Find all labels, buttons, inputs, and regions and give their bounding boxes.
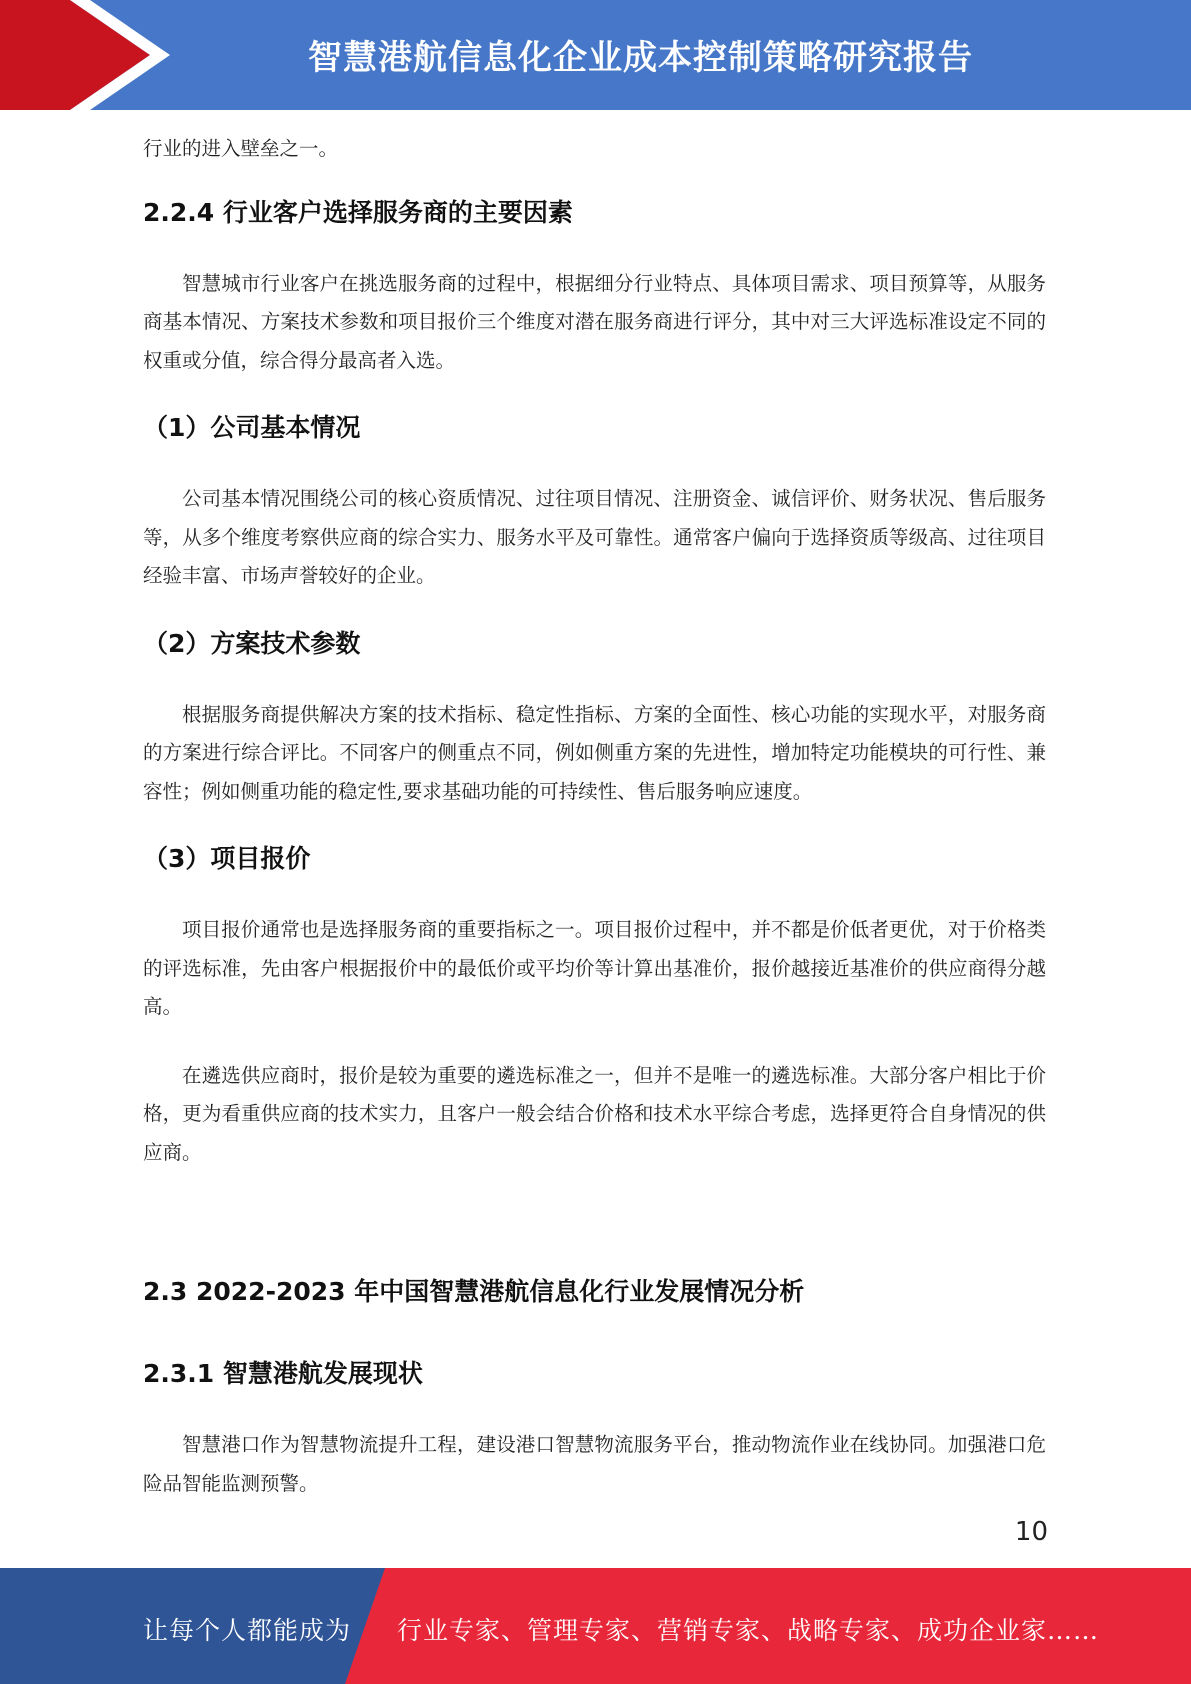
paragraph: 智慧港口作为智慧物流提升工程，建设港口智慧物流服务平台，推动物流作业在线协同。加强港口危险品智能监测预警。 xyxy=(143,1433,1046,1495)
page-footer xyxy=(0,1568,1191,1684)
section-heading-2-3-1: 2.3.1 智慧港航发展现状 xyxy=(143,1359,423,1388)
subheading-company-basics: （1）公司基本情况 xyxy=(143,413,361,442)
footer-slogan-right: 行业专家、管理专家、营销专家、战略专家、成功企业家…… xyxy=(397,1616,1100,1645)
paragraph: 根据服务商提供解决方案的技术指标、稳定性指标、方案的全面性、核心功能的实现水平，对服务商的方案进行综合评比。不同客户的侧重点不同，例如侧重方案的先进性，增加特定功能模块的可行性、兼容性；例如侧重功能的稳定性,要求基础功能的可持续性、售后服务响应速度。 xyxy=(143,702,1046,803)
paragraph: 项目报价通常也是选择服务商的重要指标之一。项目报价过程中，并不都是价低者更优，对于价格类的评选标准，先由客户根据报价中的最低价或平均价等计算出基准价，报价越接近基准价的供应商得分越高。 xyxy=(143,918,1046,1018)
page-header xyxy=(0,0,1191,110)
subheading-technical-parameters: （2）方案技术参数 xyxy=(143,628,361,658)
page-content xyxy=(143,130,1046,1503)
page-number: 10 xyxy=(1014,1517,1048,1547)
paragraph: 智慧城市行业客户在挑选服务商的过程中，根据细分行业特点、具体项目需求、项目预算等，从服务商基本情况、方案技术参数和项目报价三个维度对潜在服务商进行评分，其中对三大评选标准设定不同的权重或分值，综合得分最高者入选。 xyxy=(143,271,1046,372)
section-heading-2-3: 2.3 2022-2023 年中国智慧港航信息化行业发展情况分析 xyxy=(143,1277,805,1306)
footer-slogan-left: 让每个人都能成为 xyxy=(143,1616,352,1645)
paragraph: 行业的进入壁垒之一。 xyxy=(143,137,339,160)
subheading-project-quote: （3）项目报价 xyxy=(143,844,311,873)
report-title: 智慧港航信息化企业成本控制策略研究报告 xyxy=(308,38,973,78)
section-heading-2-2-4: 2.2.4 行业客户选择服务商的主要因素 xyxy=(143,197,573,227)
paragraph: 公司基本情况围绕公司的核心资质情况、过往项目情况、注册资金、诚信评价、财务状况、售后服务等，从多个维度考察供应商的综合实力、服务水平及可靠性。通常客户偏向于选择资质等级高、过往项目经验丰富、市场声誉较好的企业。 xyxy=(143,487,1046,587)
paragraph: 在遴选供应商时，报价是较为重要的遴选标准之一，但并不是唯一的遴选标准。大部分客户相比于价格，更为看重供应商的技术实力，且客户一般会结合价格和技术水平综合考虑，选择更符合自身情况的供应商。 xyxy=(143,1063,1046,1164)
